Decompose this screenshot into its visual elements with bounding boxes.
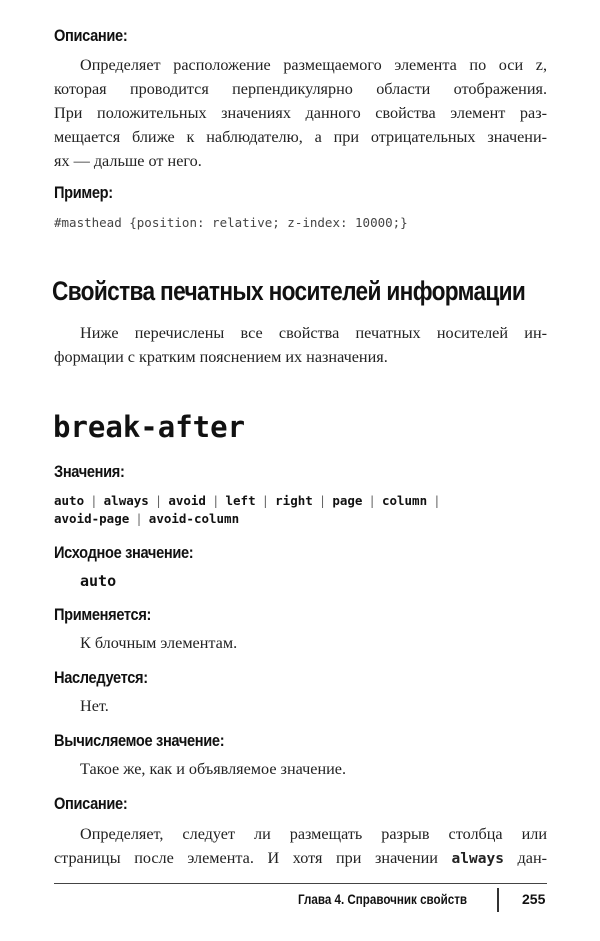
section-intro-text (54, 321, 547, 369)
value-separator: | (90, 493, 98, 508)
inherited-value: Нет. (80, 697, 109, 715)
value-token: always (103, 493, 149, 508)
value-separator: | (318, 493, 327, 508)
intro-description-line: которая проводится перпендикулярно области отображения. (54, 80, 547, 98)
applies-value: К блочным элементам. (80, 634, 238, 652)
property-name: break-after (53, 410, 246, 444)
initial-value: auto (80, 572, 117, 590)
values-label: Значения: (54, 462, 125, 481)
value-token: auto (54, 493, 85, 508)
value-token: avoid-column (148, 511, 240, 526)
value-separator: | (211, 493, 220, 508)
value-separator: | (261, 493, 270, 508)
value-separator: | (433, 493, 441, 508)
value-separator: | (135, 511, 143, 526)
property-description-label: Описание: (54, 794, 128, 813)
section-intro-line: Ниже перечислены все свойства печатных носителей ин- (80, 324, 547, 342)
value-token: right (275, 493, 313, 508)
value-token: avoid (168, 493, 206, 508)
page-number: 255 (522, 891, 546, 907)
footer-chapter-title: Глава 4. Справочник свойств (298, 892, 468, 907)
description-text-start: страницы после элемента. И хотя при значении (54, 849, 438, 867)
computed-value: Такое же, как и объявляемое значение. (80, 760, 347, 778)
intro-description-label: Описание: (54, 26, 128, 45)
intro-description-line: мещается ближе к наблюдателю, а при отрицательных значени- (54, 128, 547, 146)
property-description-text (54, 822, 547, 871)
intro-example-label: Пример: (54, 183, 113, 202)
value-separator: | (154, 493, 163, 508)
description-inline-code: always (451, 851, 504, 867)
inherited-label: Наследуется: (54, 668, 148, 687)
description-text-end: дан- (517, 849, 548, 867)
value-token: page (332, 493, 363, 508)
computed-label: Вычисляемое значение: (54, 731, 225, 750)
section-title: Свойства печатных носителей информации (52, 276, 526, 306)
property-description-line: Определяет, следует ли размещать разрыв столбца или (80, 825, 547, 843)
value-token: left (225, 493, 256, 508)
intro-description-text (54, 53, 547, 173)
values-line-2 (54, 510, 554, 528)
value-token: column (381, 493, 428, 508)
intro-example-code: #masthead {position: relative; z-index: 10000;} (54, 215, 408, 230)
values-list (54, 492, 554, 528)
footer-rule (54, 883, 547, 884)
intro-description-line: При положительных значениях данного свойства элемент раз- (54, 104, 547, 122)
values-line-1 (54, 492, 554, 510)
intro-description-line: ях — дальше от него. (54, 152, 202, 170)
initial-value-label: Исходное значение: (54, 543, 194, 562)
value-separator: | (368, 493, 376, 508)
applies-label: Применяется: (54, 605, 152, 624)
property-description-line (54, 846, 547, 871)
section-intro-line: формации с кратким пояснением их назначения. (54, 348, 388, 366)
intro-description-line: Определяет расположение размещаемого элемента по оси z, (80, 56, 547, 74)
footer-divider (497, 888, 499, 912)
value-token: avoid-page (54, 511, 130, 526)
